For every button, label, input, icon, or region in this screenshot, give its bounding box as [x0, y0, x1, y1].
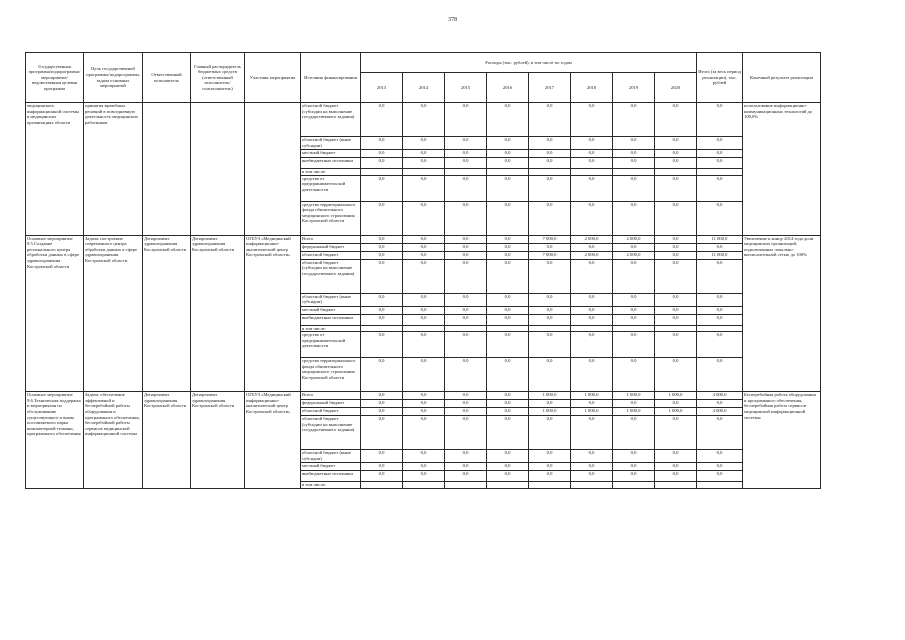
funding-source-cell: областной бюджет (иные субсидии): [301, 450, 361, 463]
year-value-cell: 1 000,0: [655, 408, 697, 416]
year-value-cell: 0,0: [655, 150, 697, 158]
year-value-cell: 0,0: [361, 358, 403, 392]
year-value-cell: 0,0: [445, 358, 487, 392]
year-value-cell: 0,0: [403, 150, 445, 158]
year-value-cell: 0,0: [613, 103, 655, 137]
year-value-cell: 0,0: [571, 463, 613, 471]
year-value-cell: 0,0: [529, 306, 571, 314]
year-value-cell: 0,0: [487, 450, 529, 463]
year-value-cell: 0,0: [655, 463, 697, 471]
table-row: [26, 235, 821, 243]
year-value-cell: 0,0: [361, 103, 403, 137]
year-value-cell: 0,0: [487, 293, 529, 306]
total-cell: 0,0: [697, 463, 743, 471]
year-value-cell: 0,0: [529, 416, 571, 450]
year-value-cell: [361, 169, 403, 176]
funding-source-cell: средства территориального фонда обязательного медицинского страхования Костромской области: [301, 358, 361, 392]
header-year: 2014: [403, 73, 445, 103]
year-value-cell: 0,0: [613, 314, 655, 325]
year-value-cell: [403, 325, 445, 332]
year-value-cell: 0,0: [445, 392, 487, 400]
year-value-cell: 0,0: [529, 243, 571, 251]
year-value-cell: 0,0: [403, 175, 445, 201]
header-executor: Ответственный исполнитель: [143, 53, 191, 103]
year-value-cell: 0,0: [487, 175, 529, 201]
year-value-cell: 0,0: [487, 392, 529, 400]
year-value-cell: 0,0: [571, 201, 613, 235]
year-value-cell: 0,0: [487, 358, 529, 392]
year-value-cell: 0,0: [361, 463, 403, 471]
year-value-cell: 0,0: [529, 358, 571, 392]
total-cell: 0,0: [697, 150, 743, 158]
year-value-cell: 0,0: [445, 259, 487, 293]
year-value-cell: 0,0: [613, 243, 655, 251]
year-value-cell: 0,0: [403, 158, 445, 169]
header-budget-manager: Главный распорядитель бюджетных средств (ответственный исполнитель/ соисполнитель): [191, 53, 245, 103]
goal-cell: принятия врачебных решений в повседневную деятельность медицинских работников: [84, 103, 143, 236]
year-value-cell: 0,0: [613, 358, 655, 392]
year-value-cell: 0,0: [445, 400, 487, 408]
goal-cell: Задача: обеспечение эффективной и бесперебойной работы оборудования и программного обеспечения, бесперебойной работы сервисов медицинской информационной системы: [84, 392, 143, 489]
header-year: 2017: [529, 73, 571, 103]
year-value-cell: [361, 325, 403, 332]
header-total: Итого (за весь период реализации), тыс. рублей: [697, 53, 743, 103]
result-cell: Бесперебойная работа оборудования и программного обеспечения, бесперебойная работа сервисов медицинской информационной системы: [743, 392, 821, 489]
funding-source-cell: областной бюджет (иные субсидии): [301, 293, 361, 306]
year-value-cell: 0,0: [403, 400, 445, 408]
year-value-cell: 0,0: [529, 332, 571, 358]
year-value-cell: 0,0: [487, 201, 529, 235]
year-value-cell: [655, 325, 697, 332]
total-cell: 0,0: [697, 243, 743, 251]
year-value-cell: 0,0: [403, 243, 445, 251]
year-value-cell: 0,0: [613, 306, 655, 314]
result-cell: Увеличение к концу 2014 года доли медицинских организаций, подключенных локально-вычислительной сетью до 100%: [743, 235, 821, 392]
year-value-cell: [361, 482, 403, 489]
year-value-cell: 0,0: [529, 158, 571, 169]
year-value-cell: 0,0: [487, 103, 529, 137]
year-value-cell: 0,0: [445, 243, 487, 251]
year-value-cell: 0,0: [571, 137, 613, 150]
year-value-cell: 0,0: [571, 416, 613, 450]
year-value-cell: 0,0: [361, 235, 403, 243]
year-value-cell: 0,0: [655, 314, 697, 325]
program-cell: Основное мероприятие 9.6.Техническая поддержка и мероприятия по обслуживанию существующего и вновь поставляемого парка компьютерной техники, программного обеспечения: [26, 392, 84, 489]
year-value-cell: 0,0: [403, 251, 445, 259]
year-value-cell: 0,0: [655, 137, 697, 150]
year-value-cell: 0,0: [655, 416, 697, 450]
year-value-cell: [655, 169, 697, 176]
year-value-cell: 7 000,0: [529, 235, 571, 243]
header-year: 2019: [613, 73, 655, 103]
funding-source-cell: в том числе:: [301, 482, 361, 489]
year-value-cell: 0,0: [403, 259, 445, 293]
year-value-cell: 0,0: [487, 463, 529, 471]
year-value-cell: 0,0: [487, 306, 529, 314]
year-value-cell: 0,0: [361, 450, 403, 463]
goal-cell: Задача: построение современного центра обработки данных в сфере здравоохранения Костромской области.: [84, 235, 143, 392]
year-value-cell: 0,0: [403, 235, 445, 243]
year-value-cell: [571, 482, 613, 489]
table-row: [26, 103, 821, 137]
year-value-cell: 0,0: [445, 103, 487, 137]
total-cell: 0,0: [697, 400, 743, 408]
year-value-cell: 1 000,0: [571, 408, 613, 416]
year-value-cell: 0,0: [655, 293, 697, 306]
year-value-cell: 0,0: [571, 400, 613, 408]
budget-manager-cell: Департамент здравоохранения Костромской области: [191, 392, 245, 489]
year-value-cell: 0,0: [487, 408, 529, 416]
year-value-cell: 0,0: [487, 235, 529, 243]
year-value-cell: 0,0: [529, 471, 571, 482]
year-value-cell: 1 000,0: [571, 392, 613, 400]
year-value-cell: 0,0: [445, 175, 487, 201]
year-value-cell: 2 000,0: [571, 251, 613, 259]
budget-manager-cell: [191, 103, 245, 236]
year-value-cell: 0,0: [655, 358, 697, 392]
year-value-cell: 0,0: [403, 293, 445, 306]
year-value-cell: 0,0: [361, 293, 403, 306]
funding-source-cell: Всего: [301, 392, 361, 400]
funding-source-cell: местный бюджет: [301, 150, 361, 158]
year-value-cell: 2 000,0: [571, 235, 613, 243]
year-value-cell: 0,0: [571, 332, 613, 358]
year-value-cell: 0,0: [613, 450, 655, 463]
total-cell: 11 000,0: [697, 235, 743, 243]
year-value-cell: 1 000,0: [613, 408, 655, 416]
year-value-cell: 0,0: [613, 400, 655, 408]
year-value-cell: 0,0: [403, 463, 445, 471]
funding-source-cell: местный бюджет: [301, 463, 361, 471]
year-value-cell: 0,0: [487, 137, 529, 150]
year-value-cell: 0,0: [487, 158, 529, 169]
total-cell: [697, 325, 743, 332]
year-value-cell: 0,0: [445, 314, 487, 325]
funding-source-cell: областной бюджет: [301, 251, 361, 259]
year-value-cell: [403, 482, 445, 489]
header-year: 2018: [571, 73, 613, 103]
year-value-cell: 0,0: [613, 175, 655, 201]
year-value-cell: 0,0: [655, 103, 697, 137]
year-value-cell: 0,0: [361, 137, 403, 150]
header-year: 2015: [445, 73, 487, 103]
year-value-cell: 0,0: [655, 243, 697, 251]
year-value-cell: 0,0: [655, 175, 697, 201]
year-value-cell: [445, 169, 487, 176]
year-value-cell: 0,0: [571, 243, 613, 251]
year-value-cell: 0,0: [361, 400, 403, 408]
year-value-cell: 0,0: [403, 416, 445, 450]
header-expenses: Расходы (тыс. рублей), в том числе по годам: [361, 53, 697, 73]
year-value-cell: 0,0: [571, 314, 613, 325]
year-value-cell: 0,0: [529, 400, 571, 408]
year-value-cell: 0,0: [571, 150, 613, 158]
total-cell: 4 000,0: [697, 408, 743, 416]
funding-source-cell: средства территориального фонда обязательного медицинского страхования Костромской области: [301, 201, 361, 235]
year-value-cell: 0,0: [361, 306, 403, 314]
funding-source-cell: федеральный бюджет: [301, 400, 361, 408]
year-value-cell: 0,0: [613, 137, 655, 150]
total-cell: 0,0: [697, 416, 743, 450]
funding-source-cell: областной бюджет (субсидии на выполнение государственного задания): [301, 416, 361, 450]
funding-source-cell: областной бюджет: [301, 408, 361, 416]
total-cell: 4 000,0: [697, 392, 743, 400]
year-value-cell: 0,0: [403, 306, 445, 314]
year-value-cell: 0,0: [361, 416, 403, 450]
funding-source-cell: средства от предпринимательской деятельности: [301, 332, 361, 358]
total-cell: 0,0: [697, 471, 743, 482]
year-value-cell: 0,0: [445, 150, 487, 158]
total-cell: 0,0: [697, 314, 743, 325]
year-value-cell: [613, 169, 655, 176]
year-value-cell: 0,0: [529, 103, 571, 137]
year-value-cell: 0,0: [613, 463, 655, 471]
participant-cell: ОГБУЗ «Медицинский информационно-аналитический центр Костромской области»: [245, 392, 301, 489]
year-value-cell: 0,0: [445, 332, 487, 358]
program-cell: медицинского информационной системы в медицинских организациях области: [26, 103, 84, 236]
year-value-cell: 0,0: [403, 471, 445, 482]
year-value-cell: [571, 325, 613, 332]
year-value-cell: 0,0: [403, 314, 445, 325]
year-value-cell: 0,0: [613, 259, 655, 293]
year-value-cell: 0,0: [487, 332, 529, 358]
year-value-cell: 0,0: [445, 463, 487, 471]
funding-source-cell: внебюджетные источники: [301, 471, 361, 482]
year-value-cell: 0,0: [571, 293, 613, 306]
funding-source-cell: федеральный бюджет: [301, 243, 361, 251]
year-value-cell: 0,0: [403, 450, 445, 463]
year-value-cell: 0,0: [487, 400, 529, 408]
year-value-cell: 0,0: [361, 408, 403, 416]
total-cell: 0,0: [697, 450, 743, 463]
year-value-cell: 0,0: [445, 416, 487, 450]
year-value-cell: 2 000,0: [613, 251, 655, 259]
year-value-cell: 0,0: [361, 158, 403, 169]
year-value-cell: 0,0: [445, 408, 487, 416]
funding-source-cell: Всего: [301, 235, 361, 243]
year-value-cell: 0,0: [571, 259, 613, 293]
year-value-cell: 0,0: [655, 400, 697, 408]
year-value-cell: [487, 325, 529, 332]
year-value-cell: 0,0: [487, 150, 529, 158]
year-value-cell: 0,0: [361, 392, 403, 400]
funding-source-cell: в том числе:: [301, 169, 361, 176]
total-cell: [697, 482, 743, 489]
year-value-cell: 0,0: [655, 235, 697, 243]
year-value-cell: 1 000,0: [655, 392, 697, 400]
funding-source-cell: в том числе:: [301, 325, 361, 332]
year-value-cell: 0,0: [529, 137, 571, 150]
year-value-cell: [445, 325, 487, 332]
funding-source-cell: областной бюджет (субсидии на выполнение государственного задания): [301, 103, 361, 137]
year-value-cell: 0,0: [529, 175, 571, 201]
year-value-cell: 0,0: [361, 175, 403, 201]
year-value-cell: 0,0: [571, 158, 613, 169]
header-funding-source: Источник финансирования: [301, 53, 361, 103]
year-value-cell: 2 000,0: [613, 235, 655, 243]
year-value-cell: [613, 325, 655, 332]
year-value-cell: 0,0: [655, 471, 697, 482]
year-value-cell: 0,0: [487, 416, 529, 450]
year-value-cell: 0,0: [487, 243, 529, 251]
year-value-cell: [529, 325, 571, 332]
year-value-cell: 0,0: [529, 201, 571, 235]
year-value-cell: 0,0: [529, 150, 571, 158]
year-value-cell: 0,0: [655, 306, 697, 314]
year-value-cell: 0,0: [445, 201, 487, 235]
year-value-cell: 0,0: [361, 471, 403, 482]
year-value-cell: 0,0: [445, 251, 487, 259]
year-value-cell: 0,0: [529, 293, 571, 306]
executor-cell: [143, 103, 191, 236]
executor-cell: Департамент здравоохранения Костромской области: [143, 392, 191, 489]
total-cell: 0,0: [697, 306, 743, 314]
total-cell: 0,0: [697, 293, 743, 306]
year-value-cell: 0,0: [403, 201, 445, 235]
total-cell: 0,0: [697, 259, 743, 293]
year-value-cell: 0,0: [655, 450, 697, 463]
year-value-cell: 0,0: [655, 332, 697, 358]
year-value-cell: 0,0: [613, 158, 655, 169]
year-value-cell: [571, 169, 613, 176]
year-value-cell: 0,0: [445, 235, 487, 243]
header-result: Конечный результат реализации: [743, 53, 821, 103]
header-year: 2020: [655, 73, 697, 103]
year-value-cell: 0,0: [655, 251, 697, 259]
executor-cell: Департамент здравоохранения Костромской области: [143, 235, 191, 392]
table-row: [26, 392, 821, 400]
year-value-cell: 0,0: [487, 314, 529, 325]
year-value-cell: 0,0: [361, 150, 403, 158]
year-value-cell: 0,0: [529, 450, 571, 463]
year-value-cell: 0,0: [655, 259, 697, 293]
year-value-cell: 0,0: [487, 251, 529, 259]
total-cell: [697, 169, 743, 176]
year-value-cell: 0,0: [403, 332, 445, 358]
year-value-cell: 0,0: [571, 471, 613, 482]
year-value-cell: 0,0: [403, 408, 445, 416]
total-cell: 11 000,0: [697, 251, 743, 259]
total-cell: 0,0: [697, 175, 743, 201]
year-value-cell: 0,0: [613, 471, 655, 482]
year-value-cell: [529, 482, 571, 489]
year-value-cell: 0,0: [403, 358, 445, 392]
program-cell: Основное мероприятие 9.5.Создание регионального центра обработки данных в сфере здравоохранения Костромской области: [26, 235, 84, 392]
year-value-cell: [613, 482, 655, 489]
header-participant: Участник мероприятия: [245, 53, 301, 103]
participant-cell: ОГБУЗ «Медицинский информационно-аналитический центр Костромской области»: [245, 235, 301, 392]
year-value-cell: 0,0: [361, 201, 403, 235]
year-value-cell: 0,0: [655, 158, 697, 169]
year-value-cell: 0,0: [361, 243, 403, 251]
year-value-cell: 0,0: [571, 306, 613, 314]
year-value-cell: 1 000,0: [529, 392, 571, 400]
year-value-cell: 0,0: [445, 158, 487, 169]
header-goal: Цель государственной программы/подпрограммы, задача основных мероприятий: [84, 53, 143, 103]
year-value-cell: 0,0: [613, 150, 655, 158]
funding-source-cell: областной бюджет (иные субсидии): [301, 137, 361, 150]
year-value-cell: 0,0: [445, 306, 487, 314]
year-value-cell: 0,0: [529, 259, 571, 293]
year-value-cell: 0,0: [529, 463, 571, 471]
year-value-cell: 0,0: [571, 450, 613, 463]
year-value-cell: 0,0: [613, 416, 655, 450]
result-cell: использование информационно-коммуникационных технологий до 100,0%: [743, 103, 821, 236]
year-value-cell: 0,0: [445, 137, 487, 150]
funding-source-cell: областной бюджет (субсидии на выполнение государственного задания): [301, 259, 361, 293]
year-value-cell: 0,0: [445, 450, 487, 463]
funding-source-cell: внебюджетные источники: [301, 314, 361, 325]
budget-table: [25, 52, 821, 489]
funding-source-cell: внебюджетные источники: [301, 158, 361, 169]
total-cell: 0,0: [697, 103, 743, 137]
year-value-cell: 0,0: [361, 314, 403, 325]
year-value-cell: 0,0: [361, 259, 403, 293]
total-cell: 0,0: [697, 358, 743, 392]
year-value-cell: [529, 169, 571, 176]
year-value-cell: 0,0: [655, 201, 697, 235]
year-value-cell: 7 000,0: [529, 251, 571, 259]
year-value-cell: 0,0: [571, 358, 613, 392]
year-value-cell: [655, 482, 697, 489]
header-program: Государственная программа/подпрограмма/ мероприятие/ ведомственная целевая программа: [26, 53, 84, 103]
year-value-cell: 0,0: [613, 201, 655, 235]
year-value-cell: 1 000,0: [529, 408, 571, 416]
total-cell: 0,0: [697, 137, 743, 150]
year-value-cell: [487, 169, 529, 176]
year-value-cell: 0,0: [403, 392, 445, 400]
participant-cell: [245, 103, 301, 236]
header-year: 2013: [361, 73, 403, 103]
budget-manager-cell: Департамент здравоохранения Костромской области: [191, 235, 245, 392]
year-value-cell: 0,0: [487, 259, 529, 293]
year-value-cell: 0,0: [487, 471, 529, 482]
total-cell: 0,0: [697, 158, 743, 169]
year-value-cell: 0,0: [445, 293, 487, 306]
year-value-cell: 0,0: [529, 314, 571, 325]
year-value-cell: 0,0: [403, 103, 445, 137]
funding-source-cell: местный бюджет: [301, 306, 361, 314]
year-value-cell: 0,0: [361, 332, 403, 358]
funding-source-cell: средства от предпринимательской деятельности: [301, 175, 361, 201]
total-cell: 0,0: [697, 201, 743, 235]
year-value-cell: 0,0: [403, 137, 445, 150]
year-value-cell: 1 000,0: [613, 392, 655, 400]
year-value-cell: 0,0: [571, 103, 613, 137]
year-value-cell: [445, 482, 487, 489]
year-value-cell: 0,0: [361, 251, 403, 259]
year-value-cell: 0,0: [613, 293, 655, 306]
total-cell: 0,0: [697, 332, 743, 358]
year-value-cell: [487, 482, 529, 489]
year-value-cell: 0,0: [445, 471, 487, 482]
year-value-cell: 0,0: [613, 332, 655, 358]
page-number: 378: [448, 17, 457, 23]
header-year: 2016: [487, 73, 529, 103]
year-value-cell: [403, 169, 445, 176]
year-value-cell: 0,0: [571, 175, 613, 201]
